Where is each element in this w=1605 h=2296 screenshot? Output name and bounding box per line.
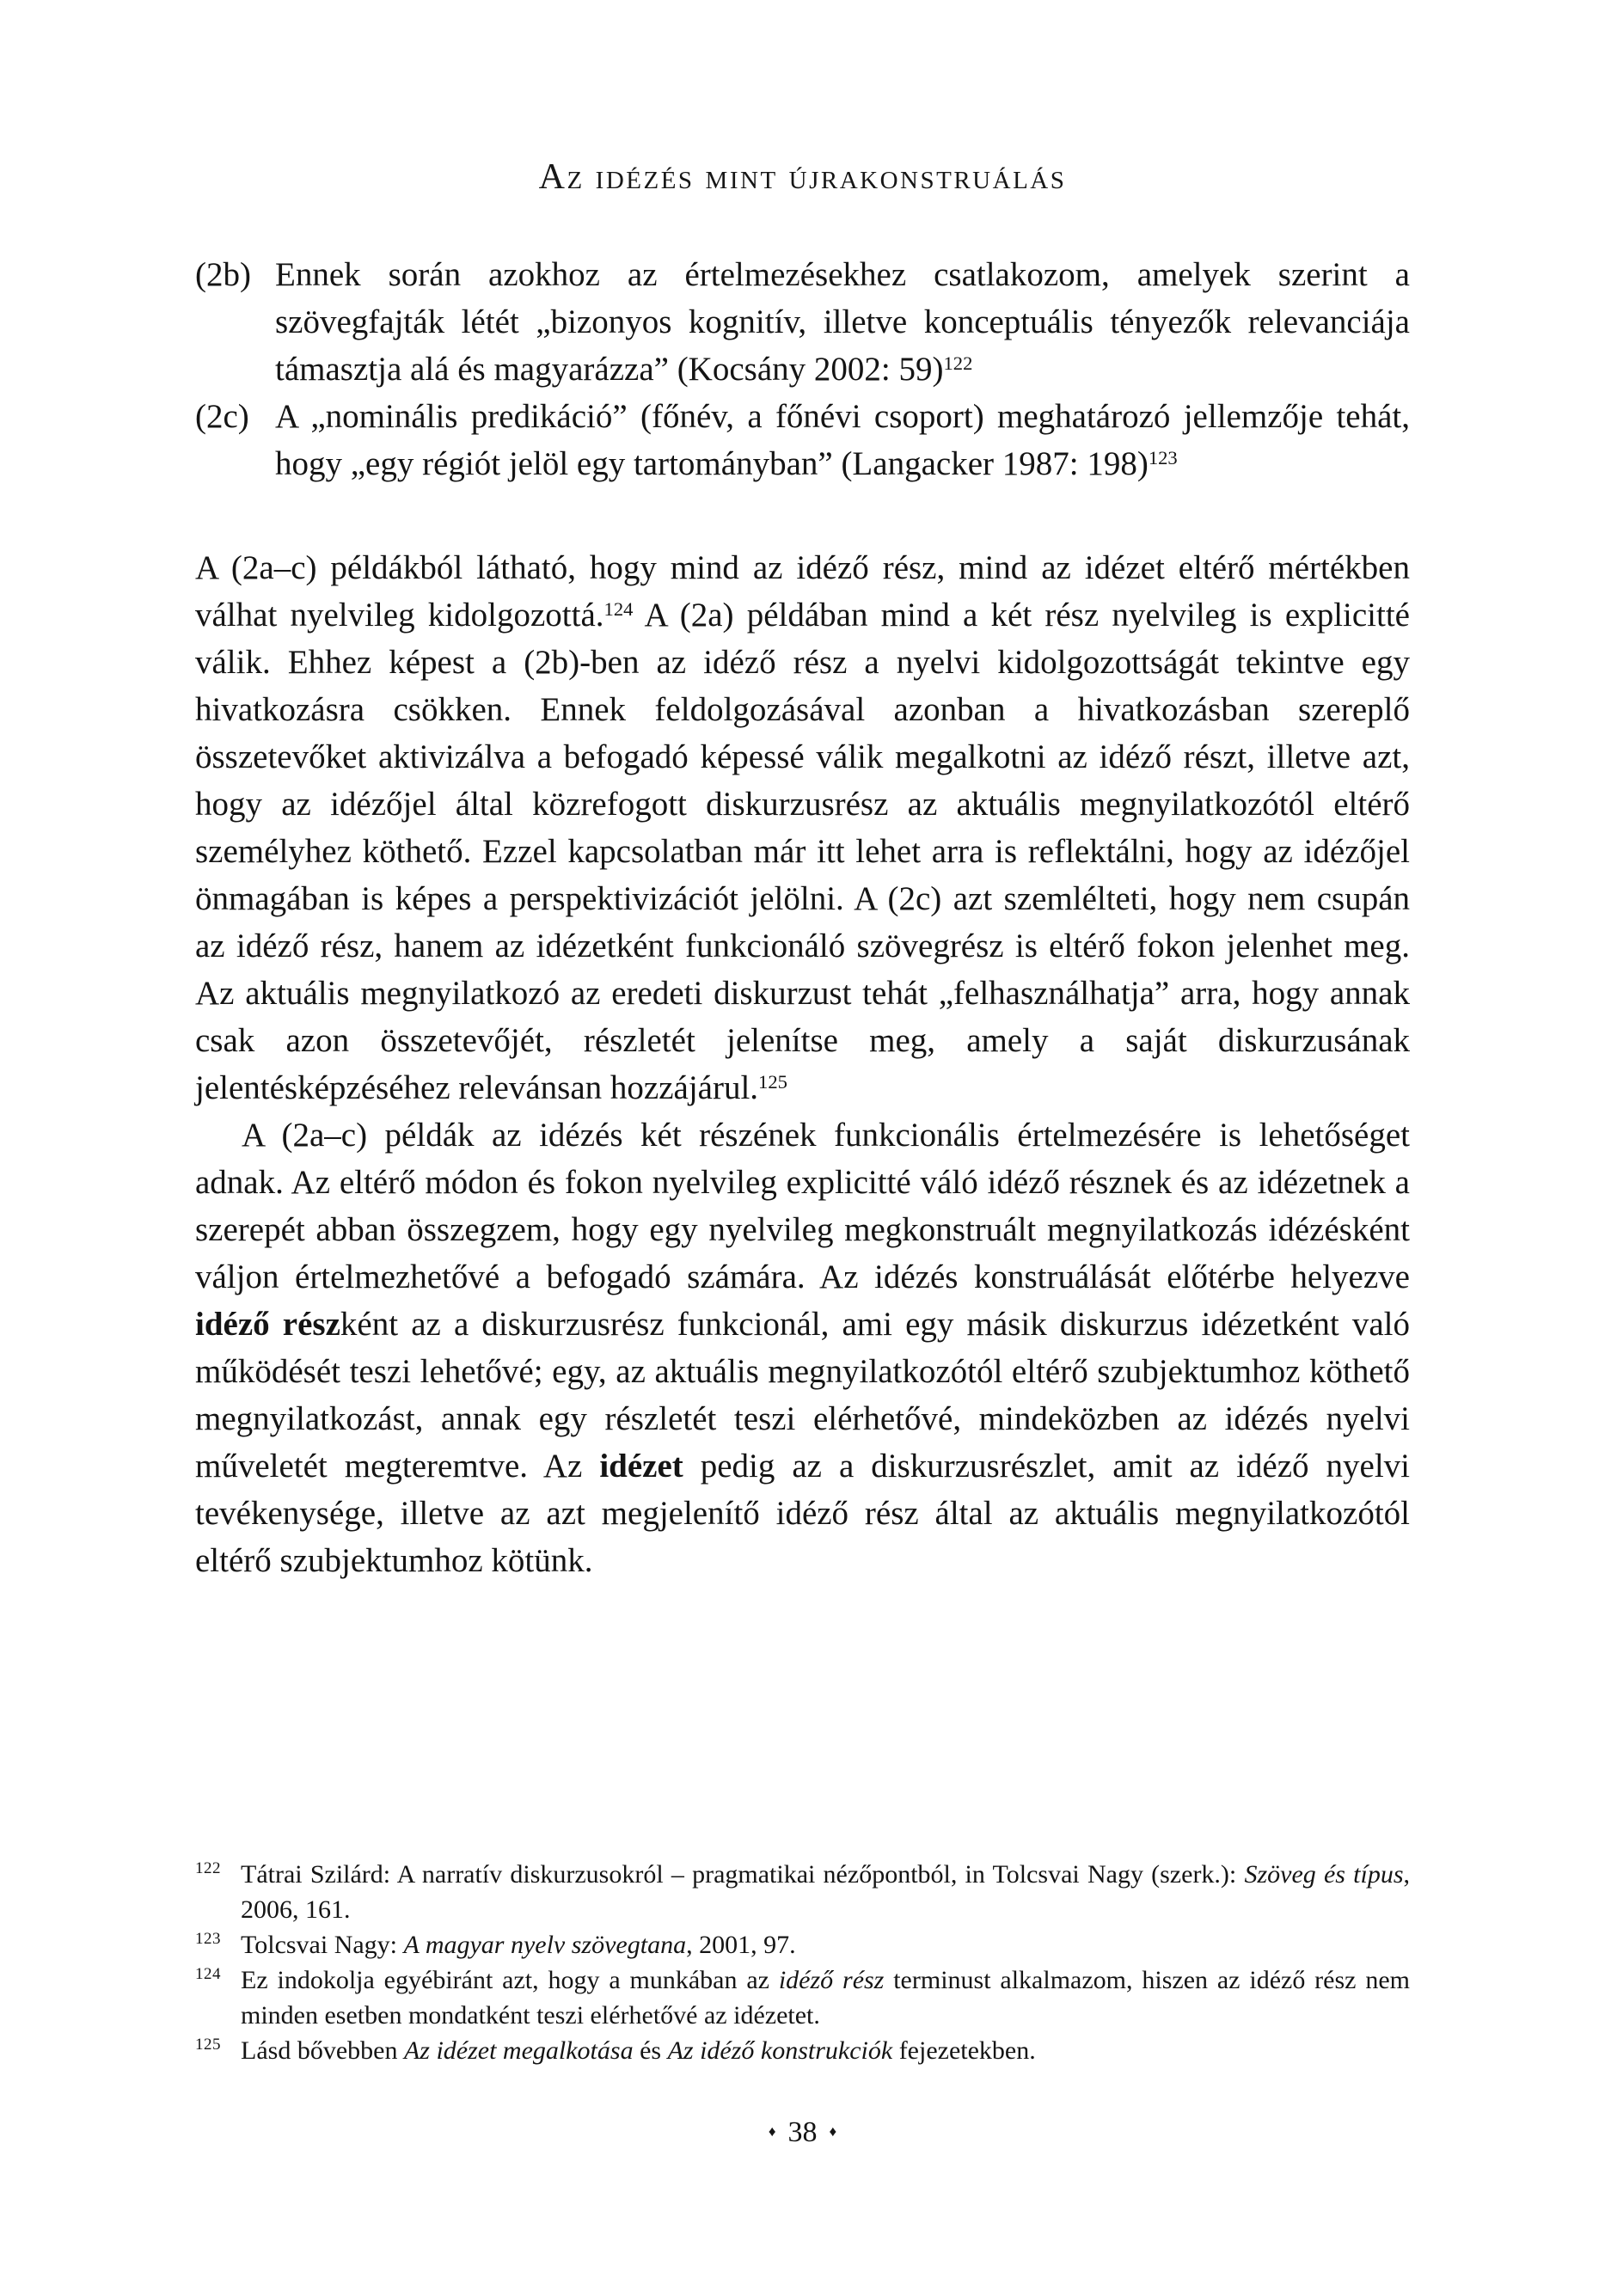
footnote-number-123: 123 xyxy=(195,1930,221,1948)
folio-diamond-icon-left: ♦ xyxy=(768,2123,776,2140)
footnote-123 xyxy=(195,1927,1410,1962)
text-segment: A (2a–c) példákból látható, hogy mind az idéző rész, mind az idézet eltérő mértékben válhat nyelvileg kidolgozottá. xyxy=(195,549,1410,634)
example-item-2b xyxy=(195,251,1410,393)
text-segment: 124 xyxy=(603,597,634,620)
text-segment: Tolcsvai Nagy: xyxy=(241,1931,404,1959)
footnote-text-125 xyxy=(241,2036,1036,2065)
text-segment: idézet xyxy=(599,1448,683,1485)
body-paragraph-1 xyxy=(195,544,1410,1111)
text-segment: ként az a diskurzusrész funkcionál, ami egy másik diskurzus idézetként való működését teszi lehetővé; egy, az aktuális megnyilatkozótól eltérő szubjektumhoz köthető megnyilatkozást, annak egy részletét teszi elérhetővé, mindeközben az idézés nyelvi műveletét megteremtve. Az xyxy=(195,1306,1410,1485)
text-segment: Ennek során azokhoz az értelmezésekhez csatlakozom, amelyek szerint a szövegfajták létét „bizonyos kognitív, illetve konceptuális tényezők relevanciája támasztja alá és magyarázza” (Kocsány 2002: 59) xyxy=(275,256,1410,388)
text-segment: Az idéző konstrukciók xyxy=(667,2036,893,2065)
text-segment: terminust alkalmazom, hiszen az idéző rész nem minden esetben mondatként teszi elérhetővé az idézetet. xyxy=(241,1966,1410,2030)
text-segment: idéző rész xyxy=(195,1306,340,1343)
text-segment: idéző rész xyxy=(778,1966,885,1994)
example-item-2c xyxy=(195,393,1410,487)
footnote-122 xyxy=(195,1857,1410,1927)
example-label-2b: (2b) xyxy=(195,256,251,293)
examples-block xyxy=(195,251,1410,487)
text-segment: 123 xyxy=(1148,446,1178,468)
text-block xyxy=(195,156,1410,1584)
text-segment: A magyar nyelv szövegtana xyxy=(403,1931,687,1959)
footnote-text-123 xyxy=(241,1931,796,1959)
text-segment: A „nominális predikáció” (főnév, a főnévi csoport) meghatározó jellemzője tehát, hogy „egy régiót jelöl egy tartományban” (Langacker 1987: 198) xyxy=(275,398,1410,482)
running-header-title: Az idézés mint újrakonstruálás xyxy=(538,157,1067,197)
text-segment: 125 xyxy=(758,1070,787,1093)
example-text-2c xyxy=(275,393,1410,487)
footnote-text-122 xyxy=(241,1860,1410,1924)
text-segment: és xyxy=(633,2036,668,2065)
text-segment: fejezetekben. xyxy=(892,2036,1036,2065)
page-number-row xyxy=(0,2115,1605,2150)
text-segment: Ez indokolja egyébiránt azt, hogy a munkában az xyxy=(241,1966,779,1994)
text-segment: Az idézet megalkotása xyxy=(403,2036,634,2065)
footnote-125 xyxy=(195,2033,1410,2068)
text-segment: , 2006, 161. xyxy=(241,1860,1411,1924)
body-paragraph-2 xyxy=(195,1111,1410,1584)
text-segment: A (2a) példában mind a két rész nyelvileg is explicitté válik. Ehhez képest a (2b)-ben az idéző rész a nyelvi kidolgozottságát tekintve egy hivatkozásra csökken. Ennek feldolgozásával azonban a hivatkozásban szereplő összetevőket aktivizálva a befogadó képessé válik megalkotni az idéző részt, illetve azt, hogy az idézőjel által közrefogott diskurzusrész az aktuális megnyilatkozótól eltérő személyhez köthető. Ezzel kapcsolatban már itt lehet arra is reflektálni, hogy az idézőjel önmagában is képes a perspektivizációt jelölni. A (2c) azt szemlélteti, hogy nem csupán az idéző rész, hanem az idézetként funkcionáló szövegrész is eltérő fokon jelenhet meg. Az aktuális megnyilatkozó az eredeti diskurzust tehát „felhasználhatja” arra, hogy annak csak azon összetevőjét, részletét jelenítse meg, amely a saját diskurzusának jelentésképzéséhez relevánsan hozzájárul. xyxy=(195,597,1410,1106)
text-segment: Tátrai Szilárd: A narratív diskurzusokról – pragmatikai nézőpontból, in Tolcsvai Nagy (szerk.): xyxy=(241,1860,1245,1889)
page-number: 38 xyxy=(787,2116,818,2148)
footnote-number-125: 125 xyxy=(195,2036,221,2054)
footnote-number-124: 124 xyxy=(195,1965,221,1983)
folio-diamond-icon-right: ♦ xyxy=(829,2123,837,2140)
text-segment: , 2001, 97. xyxy=(686,1931,796,1959)
text-segment: Szöveg és típus xyxy=(1244,1860,1404,1889)
text-segment: 122 xyxy=(943,352,973,374)
footnotes-block xyxy=(195,1857,1410,2068)
footnote-number-122: 122 xyxy=(195,1859,221,1877)
text-segment: Lásd bővebben xyxy=(241,2036,404,2065)
text-segment: A (2a–c) példák az idézés két részének funkcionális értelmezésére is lehetőséget adnak. Az eltérő módon és fokon nyelvileg explicitté váló idéző résznek és az idézetnek a szerepét abban összegzem, hogy egy nyelvileg megkonstruált megnyilatkozás idézésként váljon értelmezhetővé a befogadó számára. Az idézés konstruálását előtérbe helyezve xyxy=(195,1117,1410,1295)
footnote-text-124 xyxy=(241,1966,1410,2030)
footnote-124 xyxy=(195,1962,1410,2033)
example-label-2c: (2c) xyxy=(195,398,249,435)
example-text-2b xyxy=(275,251,1410,393)
text-segment: pedig az a diskurzusrészlet, amit az idéző nyelvi tevékenysége, illetve az azt megjelenítő idéző rész által az aktuális megnyilatkozótól eltérő szubjektumhoz kötünk. xyxy=(195,1448,1410,1579)
